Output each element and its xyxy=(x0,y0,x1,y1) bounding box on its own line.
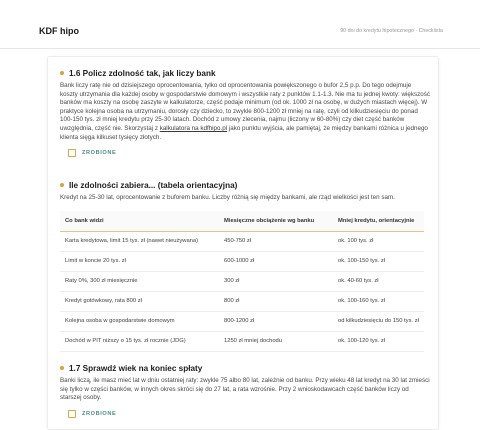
bullet-dot-icon xyxy=(60,71,64,75)
table-cell: Karta kredytowa, limit 15 tys. zł (nawet nieużywana) xyxy=(60,232,219,252)
bullet-dot-icon xyxy=(60,183,64,187)
section-description xyxy=(60,82,430,142)
table-row xyxy=(60,232,424,252)
table-cell: Raty 0%, 300 zł miesięcznie xyxy=(60,272,219,292)
section-title-text: 1.7 Sprawdź wiek na koniec spłaty xyxy=(69,364,203,373)
table-cell: ok. 100-160 tys. zł xyxy=(333,292,424,312)
table-header-row xyxy=(60,211,424,232)
table-cell: 800 zł xyxy=(219,292,333,312)
checkbox-icon[interactable] xyxy=(68,149,76,157)
section-title-text: Ile zdolności zabiera... (tabela orientacyjna) xyxy=(69,181,238,190)
table-row xyxy=(60,292,424,312)
section-title xyxy=(60,69,430,78)
done-checkbox-row[interactable] xyxy=(60,409,430,419)
section-title xyxy=(60,181,430,190)
section-description: Banki liczą, ile masz mieć lat w dniu ostatniej raty: zwykle 75 albo 80 lat, zależnie od banku. Przy wieku 48 lat kredyt na 30 lat zmieści się tylko w części banków, w innych okres skróci się do 27 lat, a rata wzrośnie. Przy 2 wnioskodawcach część banków liczy od starszej osoby. xyxy=(60,377,430,402)
column-header: Co bank widzi xyxy=(60,211,219,232)
calculator-link[interactable]: kalkulatora na kdfhipo.pl xyxy=(159,124,228,132)
brand-logo[interactable]: KDF hipo xyxy=(39,26,79,36)
table-row xyxy=(60,272,424,292)
capacity-table xyxy=(60,211,424,353)
section-1-6 xyxy=(60,69,430,158)
table-cell: ok. 40-60 tys. zł xyxy=(333,272,424,292)
table-cell: ok. 100 tys. zł xyxy=(333,232,424,252)
table-cell: Dochód w PIT niższy o 15 tys. zł rocznie (JDG) xyxy=(60,332,219,352)
section-1-7 xyxy=(60,364,430,419)
table-cell: Limit w koncie 20 tys. zł xyxy=(60,252,219,272)
bullet-dot-icon xyxy=(60,366,64,370)
done-checkbox-row[interactable] xyxy=(60,148,430,158)
table-row xyxy=(60,252,424,272)
checklist-card xyxy=(47,56,439,430)
description-text: Bank liczy ratę nie od dzisiejszego oprocentowania, tylko od oprocentowania powiększonego o bufor 2,5 p.p. Do tego odejmuje koszty utrzymania dla każdej osoby w gospodarstwie domowym i wszystkie raty z punktów 1.1-1.3. Nie ma tu jednej kwoty: większość banków ma koszty na osobę zaszyte w kalkulatorze, część podaje minimum (od ok. 1000 zł na osobę, w dużych miastach więcej). W praktyce kolejna osoba na utrzymaniu, dorosły czy dziecko, to zwykle 800-1200 zł mniej na ratę, czyli od kilkudziesięciu do ponad 100-150 tys. zł mniej kredytu przy 25-30 latach. Dochód z umowy zlecenia, najmu (liczony w 60-80%) czy diet część banków uwzględnia, część nie. Skorzystaj z xyxy=(60,82,430,132)
breadcrumb: 90 dni do kredytu hipotecznego · Checklista xyxy=(340,28,443,34)
checkbox-icon[interactable] xyxy=(68,410,76,418)
table-row xyxy=(60,312,424,332)
section-table xyxy=(60,181,430,352)
done-label: ZROBIONE xyxy=(82,410,117,417)
table-cell: 300 zł xyxy=(219,272,333,292)
description-text-end: jako punktu wyjścia, ale pamiętaj, że między bankami różnica u jednego klienta sięga kilkuset tysięcy złotych. xyxy=(60,124,428,141)
table-row xyxy=(60,332,424,352)
table-cell: 1250 zł mniej dochodu xyxy=(219,332,333,352)
table-cell: Kolejna osoba w gospodarstwie domowym xyxy=(60,312,219,332)
table-cell: Kredyt gotówkowy, rata 800 zł xyxy=(60,292,219,312)
table-cell: ok. 100-120 tys. zł xyxy=(333,332,424,352)
table-cell: 450-750 zł xyxy=(219,232,333,252)
table-cell: od kilkudziesięciu do 150 tys. zł xyxy=(333,312,424,332)
done-label: ZROBIONE xyxy=(82,150,117,157)
table-cell: ok. 100-150 tys. zł xyxy=(333,252,424,272)
table-intro: Kredyt na 25-30 lat, oprocentowanie z buforem banku. Liczby różnią się między bankami, ale rząd wielkości jest ten sam. xyxy=(60,194,395,201)
section-title-text: 1.6 Policz zdolność tak, jak liczy bank xyxy=(69,69,216,78)
column-header: Miesięczne obciążenie wg banku xyxy=(219,211,333,232)
table-cell: 600-1000 zł xyxy=(219,252,333,272)
column-header: Mniej kredytu, orientacyjnie xyxy=(333,211,424,232)
section-title xyxy=(60,364,430,373)
table-cell: 800-1200 zł xyxy=(219,312,333,332)
top-bar xyxy=(0,0,480,49)
